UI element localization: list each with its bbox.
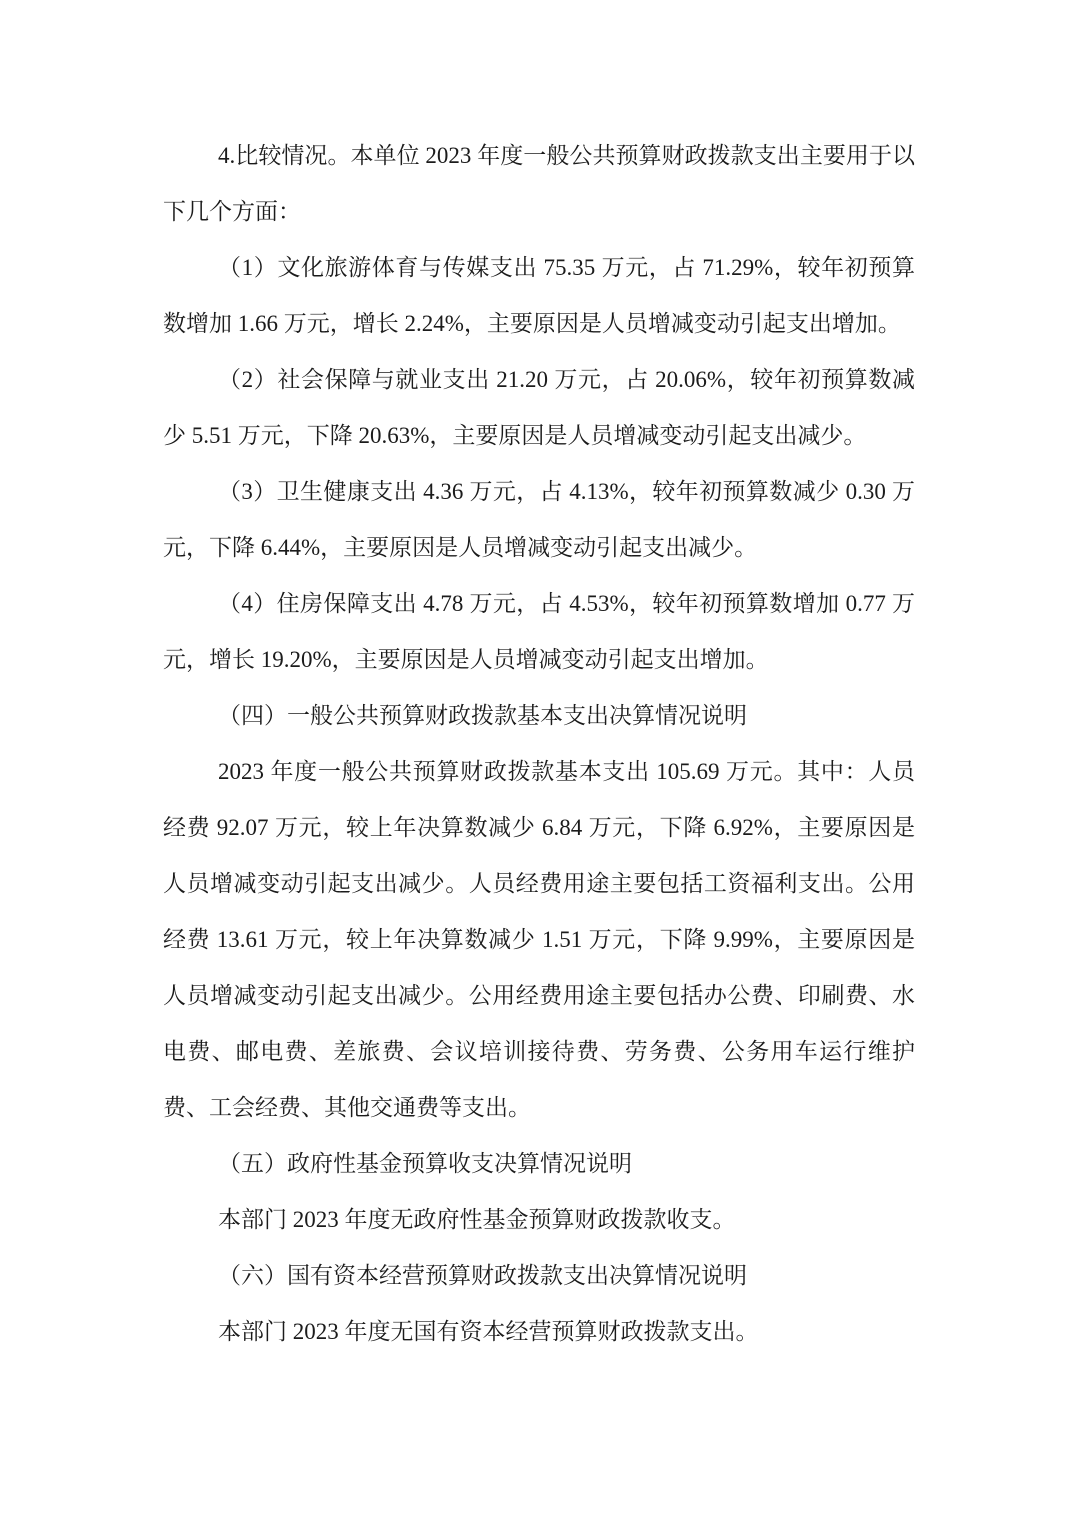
heading-government-funds: （五）政府性基金预算收支决算情况说明 <box>218 1151 632 1176</box>
paragraph-comparison-intro: 4.比较情况。本单位 2023 年度一般公共预算财政拨款支出主要用于以下几个方面： <box>163 143 915 224</box>
paragraph-expense-health: （3）卫生健康支出 4.36 万元，占 4.13%，较年初预算数减少 0.30 万元，下降 6.44%，主要原因是人员增减变动引起支出减少。 <box>163 479 915 560</box>
paragraph-expense-housing: （4）住房保障支出 4.78 万元，占 4.53%，较年初预算数增加 0.77 万元，增长 19.20%，主要原因是人员增减变动引起支出增加。 <box>163 591 915 672</box>
paragraph-basic-expenditure-detail: 2023 年度一般公共预算财政拨款基本支出 105.69 万元。其中：人员经费 92.07 万元，较上年决算数减少 6.84 万元，下降 6.92%，主要原因是人员增减变动引起支出减少。人员经费用途主要包括工资福利支出。公用经费 13.61 万元，较上年决算数减少 1.51 万元，下降 9.99%，主要原因是人员增减变动引起支出减少。公用经费用途主要包括办公费、印刷费、水电费、邮电费、差旅费、会议培训接待费、劳务费、公务用车运行维护费、工会经费、其他交通费等支出。 <box>163 759 915 1120</box>
paragraph-expense-culture-tourism: （1）文化旅游体育与传媒支出 75.35 万元，占 71.29%，较年初预算数增加 1.66 万元，增长 2.24%，主要原因是人员增减变动引起支出增加。 <box>163 255 915 336</box>
paragraph-state-capital-note: 本部门 2023 年度无国有资本经营预算财政拨款支出。 <box>218 1319 759 1344</box>
heading-basic-expenditure: （四）一般公共预算财政拨款基本支出决算情况说明 <box>218 703 747 728</box>
paragraph-expense-social-security: （2）社会保障与就业支出 21.20 万元，占 20.06%，较年初预算数减少 5.51 万元，下降 20.63%，主要原因是人员增减变动引起支出减少。 <box>163 367 915 448</box>
heading-state-capital: （六）国有资本经营预算财政拨款支出决算情况说明 <box>218 1263 747 1288</box>
paragraph-government-funds-note: 本部门 2023 年度无政府性基金预算财政拨款收支。 <box>218 1207 736 1232</box>
